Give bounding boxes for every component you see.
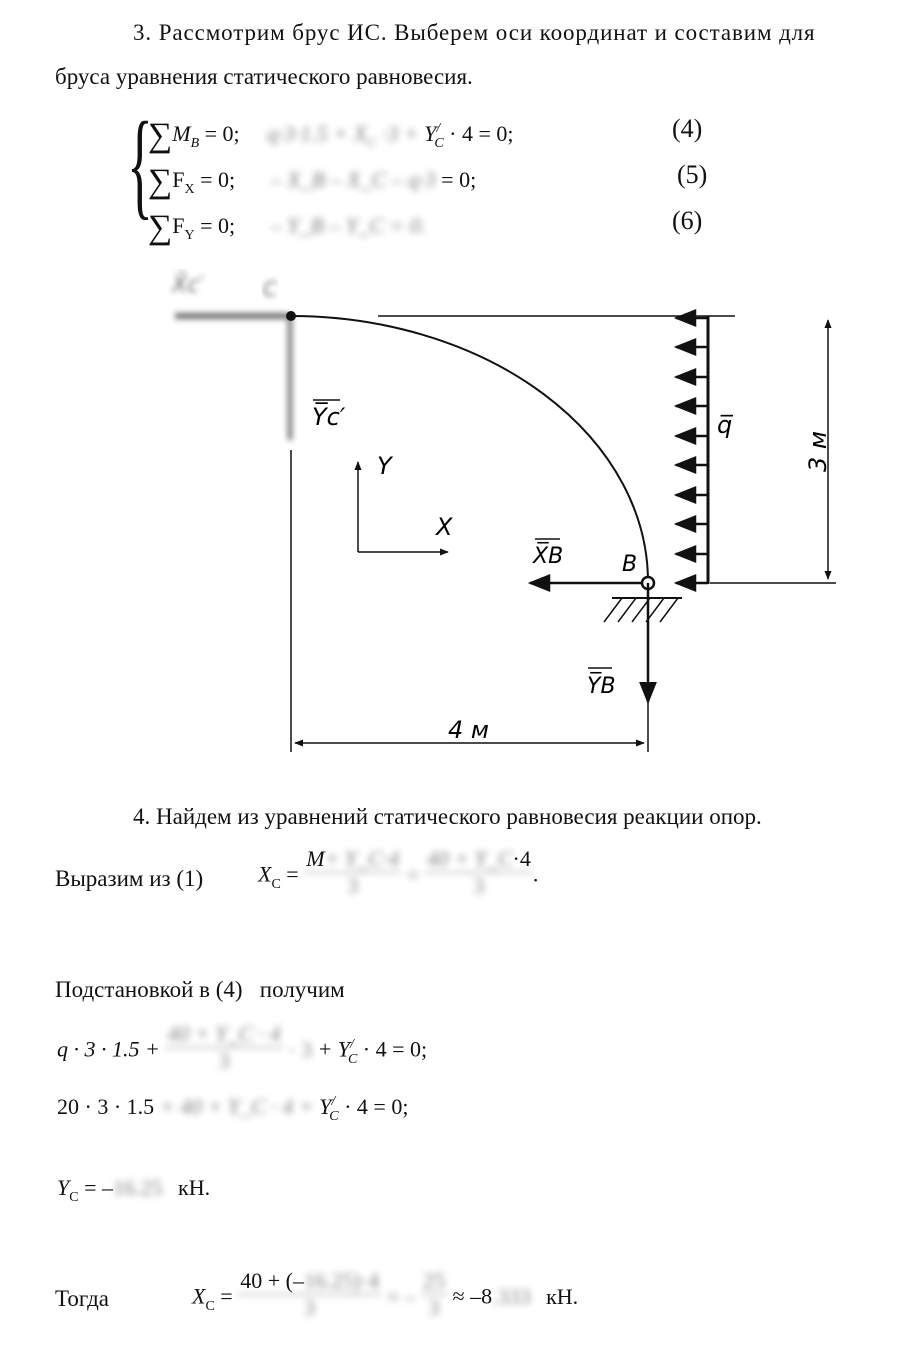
yc-result: $Y_C = -16.25$ кН. [57,1175,211,1205]
label-dim-vertical: 3 м [804,430,832,472]
label-xb: X̅B [533,544,564,569]
then-label: Тогда [55,1286,110,1311]
substitution-label: Подстановкой в (4) получим [55,977,345,1002]
distributed-load-arrows [676,318,708,583]
equation-4: $\sum M_B = 0$; $q\cdot 3\cdot 1.5 + X_C \cdot 3 + Y^/_C \cdot 4 = 0$; [148,117,514,154]
sum-symbol: ∑ [148,209,173,246]
label-q: q̅ [717,411,733,439]
sum-symbol: ∑ [148,117,173,154]
label-yc: Y̅c′ [312,403,346,431]
paragraph-3-line-2: бруса уравнения статического равновесия. [55,64,473,89]
equation-q-line: q · 3 · 1.5 + $\frac{40 + Y\_C \cdot 4}{3}$ · $3 + Y^/_C \cdot 4 = 0$; [57,1021,428,1073]
curved-beam [291,316,648,582]
express-label: Выразим из (1) [55,866,204,891]
system-brace: { [127,97,153,230]
xc-final-expression: $X_C$ = $\frac{40 + (-16.25)\cdot 4}{3}$ = – $\frac{25}{3}$ ≈ –8.333 кН. [192,1268,579,1320]
xc-expression: $X_C$ = $\frac{M+ Y\_C\cdot 4}{3}$ = $\frac{40 + Y\_C\cdot 4}{3}$ . [258,846,539,898]
equation-5-number: (5) [677,160,708,189]
label-axis-x: X [436,513,453,541]
equation-6-number: (6) [672,206,703,235]
equation-4-number: (4) [672,114,703,143]
label-c: C [263,277,277,301]
sum-symbol: ∑ [148,163,173,200]
label-b: B [622,552,638,577]
equation-6: $\sum F_Y = 0$; – Y_B – Y_C = 0. [148,209,427,246]
support-hatch [604,598,678,622]
label-axis-y: Y [377,452,392,480]
label-yb: Y̅B [587,674,616,699]
paragraph-4-line: 4. Найдем из уравнений статического равновесия реакции опор. [133,804,762,829]
label-dim-horizontal: 4 м [448,716,490,744]
label-xc: X̄c′ [172,273,205,298]
equation-5: $\sum F_X = 0$; – X_B – X_C – q·3 = 0; [148,163,477,200]
equation-20-line: 20 · 3 · 1.5 + 40 + Y_C · $4 + Y^/_C \cdot 4 = 0$; [57,1094,409,1124]
paragraph-3-line-1: 3. Рассмотрим брус ИС. Выберем оси координат и составим для [133,20,816,45]
reaction-xc-arrow [175,316,290,440]
